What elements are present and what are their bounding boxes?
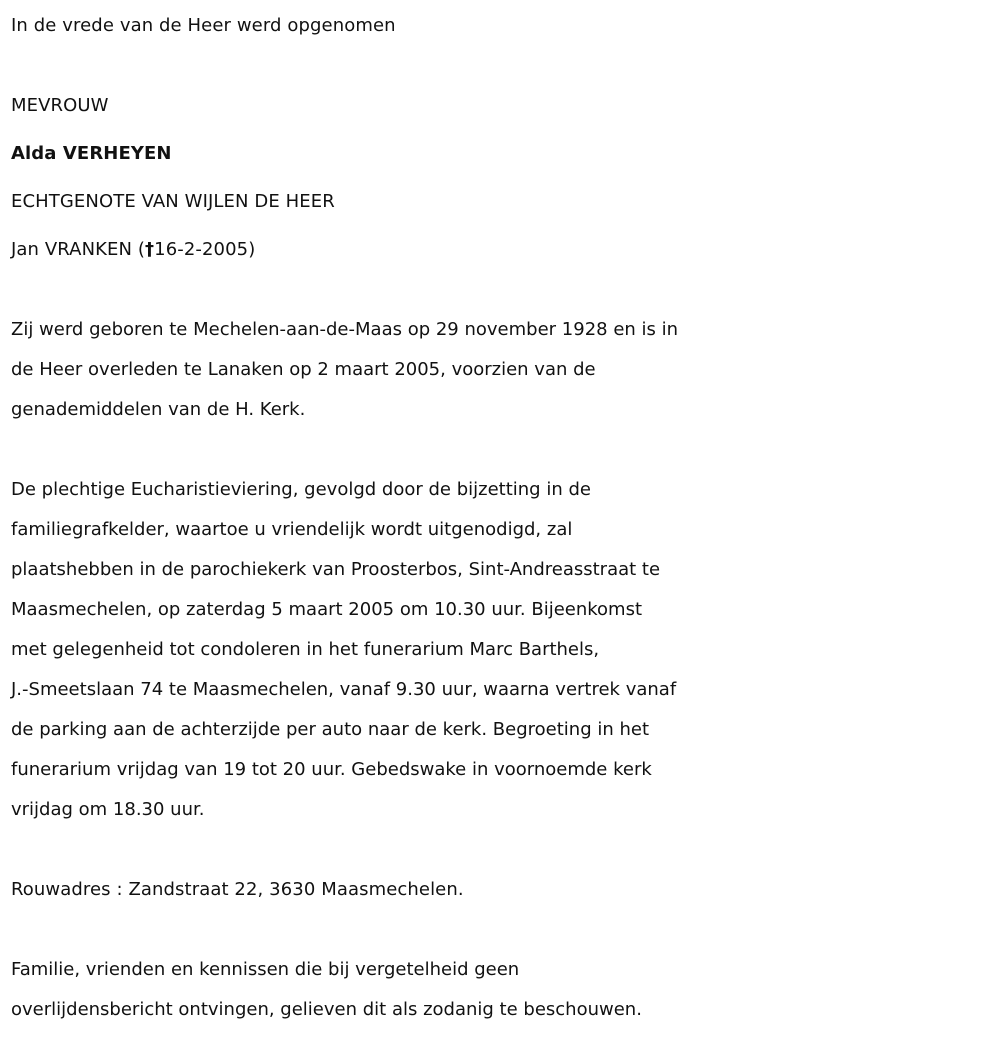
intro-line: In de vrede van de Heer werd opgenomen [11, 15, 396, 36]
deceased-name: Alda VERHEYEN [11, 143, 172, 164]
spacer [11, 430, 996, 470]
mourning-address: Rouwadres : Zandstraat 22, 3630 Maasmechelen. [11, 879, 464, 900]
spacer [11, 222, 996, 230]
paragraph-line: met gelegenheid tot condoleren in het funerarium Marc Barthels, [11, 639, 600, 660]
paragraph-line: familiegrafkelder, waartoe u vriendelijk wordt uitgenodigd, zal [11, 519, 573, 540]
spouse-death-date: 16-2-2005) [154, 239, 256, 260]
cross-icon: † [145, 239, 155, 260]
paragraph-line: Maasmechelen, op zaterdag 5 maart 2005 om 10.30 uur. Bijeenkomst [11, 599, 643, 620]
obituary-notice [11, 6, 996, 1030]
salutation: MEVROUW [11, 95, 109, 116]
spacer [11, 270, 996, 310]
paragraph-line: overlijdensbericht ontvingen, gelieven dit als zodanig te beschouwen. [11, 999, 642, 1020]
ceremony-paragraph [11, 470, 996, 830]
spouse-line [11, 230, 996, 270]
spacer [11, 830, 996, 870]
spouse-name: Jan VRANKEN ( [11, 239, 146, 260]
spacer [11, 46, 996, 86]
paragraph-line: Familie, vrienden en kennissen die bij vergetelheid geen [11, 959, 520, 980]
spacer [11, 174, 996, 182]
spouse-title: ECHTGENOTE VAN WIJLEN DE HEER [11, 191, 335, 212]
closing-paragraph [11, 950, 996, 1030]
paragraph-line: J.-Smeetslaan 74 te Maasmechelen, vanaf 9.30 uur, waarna vertrek vanaf [11, 679, 677, 700]
birth-paragraph [11, 310, 996, 430]
paragraph-line: vrijdag om 18.30 uur. [11, 799, 205, 820]
paragraph-line: plaatshebben in de parochiekerk van Proosterbos, Sint-Andreasstraat te [11, 559, 661, 580]
spacer [11, 126, 996, 134]
paragraph-line: funerarium vrijdag van 19 tot 20 uur. Gebedswake in voornoemde kerk [11, 759, 652, 780]
paragraph-line: Zij werd geboren te Mechelen-aan-de-Maas op 29 november 1928 en is in [11, 319, 679, 340]
paragraph-line: de parking aan de achterzijde per auto naar de kerk. Begroeting in het [11, 719, 650, 740]
spacer [11, 910, 996, 950]
paragraph-line: genademiddelen van de H. Kerk. [11, 399, 306, 420]
paragraph-line: de Heer overleden te Lanaken op 2 maart 2005, voorzien van de [11, 359, 596, 380]
paragraph-line: De plechtige Eucharistieviering, gevolgd door de bijzetting in de [11, 479, 591, 500]
